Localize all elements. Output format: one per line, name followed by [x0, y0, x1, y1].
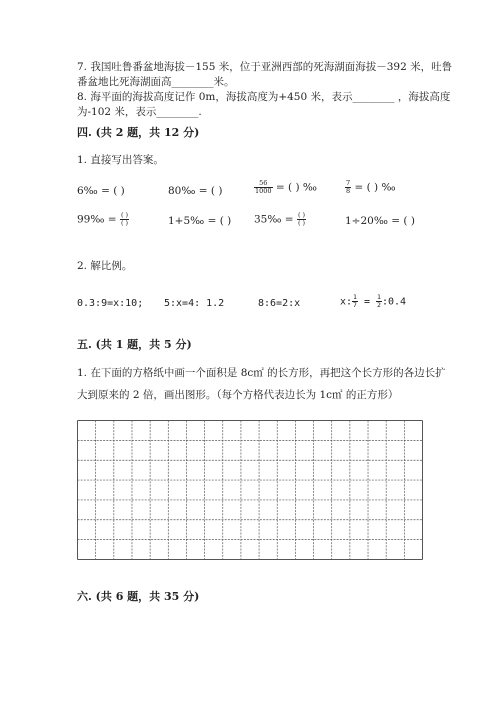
- calc-item-3-rest: = ( ) ‰: [275, 181, 317, 194]
- calc-item-5-lead: 99‰ =: [77, 213, 117, 226]
- proportion-item-1: 0.3:9=x:10;: [77, 298, 144, 309]
- fraction-denominator: 2: [377, 301, 381, 309]
- question-8-line-1: 8. 海平面的海拔高度记作 0m，海拔高度为+450 米，表示________ ，海拔高度: [77, 91, 451, 103]
- calc-item-4-rest: = ( ) ‰: [354, 181, 396, 194]
- fraction-numerator: 7: [346, 179, 351, 187]
- fraction-denominator: 7: [353, 301, 357, 309]
- section-6-title: 六. (共 6 题，共 35 分): [77, 590, 200, 603]
- fraction-denominator: ( ): [120, 219, 129, 227]
- calc-item-4: [345, 180, 396, 195]
- proportion-item-4-lead: x:: [340, 296, 353, 308]
- fraction-denominator: 1000: [255, 187, 272, 195]
- question-4-1-title: 1. 直接写出答案。: [77, 154, 164, 166]
- question-7-line-2: 番盆地比死海湖面高________米。: [77, 76, 235, 88]
- calc-item-5: [77, 212, 129, 227]
- fraction-blank: [297, 212, 306, 227]
- question-5-1: [77, 362, 446, 406]
- calc-item-6: 1+5‰ = ( ): [168, 215, 232, 227]
- fraction-numerator: 1: [377, 293, 381, 301]
- proportion-item-4-mid: =: [357, 296, 377, 308]
- section-5-title: 五. (共 1 题，共 5 分): [77, 338, 192, 351]
- calc-item-7-lead: 35‰ =: [254, 213, 294, 226]
- fraction-7-8: [345, 180, 351, 195]
- fraction-denominator: ( ): [297, 219, 306, 227]
- question-8: [77, 90, 450, 120]
- square-grid-paper[interactable]: [77, 420, 423, 560]
- calc-item-1: 6‰ = ( ): [77, 185, 125, 197]
- proportion-item-3: 8:6=2:x: [258, 298, 301, 309]
- fraction-numerator: ( ): [297, 211, 306, 219]
- proportion-item-4-tail: :0.4: [381, 296, 407, 308]
- calc-item-3: [254, 180, 317, 195]
- question-7-line-1: 7. 我国吐鲁番盆地海拔－155 米，位于亚洲西部的死海湖面海拔－392 米，吐鲁: [77, 61, 453, 73]
- proportion-item-2: 5:x=4: 1.2: [164, 298, 225, 309]
- section-4-title: 四. (共 2 题，共 12 分): [77, 126, 200, 139]
- fraction-56-1000: [254, 180, 273, 195]
- question-7: [77, 60, 452, 90]
- proportion-item-4: [340, 294, 406, 309]
- question-8-line-2: 为-102 米，表示________.: [77, 106, 202, 118]
- question-5-1-line-1: 1. 在下面的方格纸中画一个面积是 8c㎡ 的长方形，再把这个长方形的各边长扩: [77, 367, 446, 379]
- calc-item-2: 80‰ = ( ): [168, 185, 223, 197]
- fraction-numerator: 56: [254, 180, 273, 188]
- question-4-2-title: 2. 解比例。: [77, 260, 133, 272]
- calc-item-7: [254, 212, 306, 227]
- fraction-blank: [120, 212, 129, 227]
- fraction-numerator: 1: [353, 293, 357, 301]
- calc-item-8: 1÷20‰ = ( ): [345, 215, 415, 227]
- question-5-1-line-2: 大到原来的 2 倍，画出图形。（每个方格代表边长为 1c㎡ 的正方形）: [77, 389, 399, 401]
- fraction-denominator: 8: [346, 187, 351, 195]
- fraction-numerator: ( ): [120, 211, 129, 219]
